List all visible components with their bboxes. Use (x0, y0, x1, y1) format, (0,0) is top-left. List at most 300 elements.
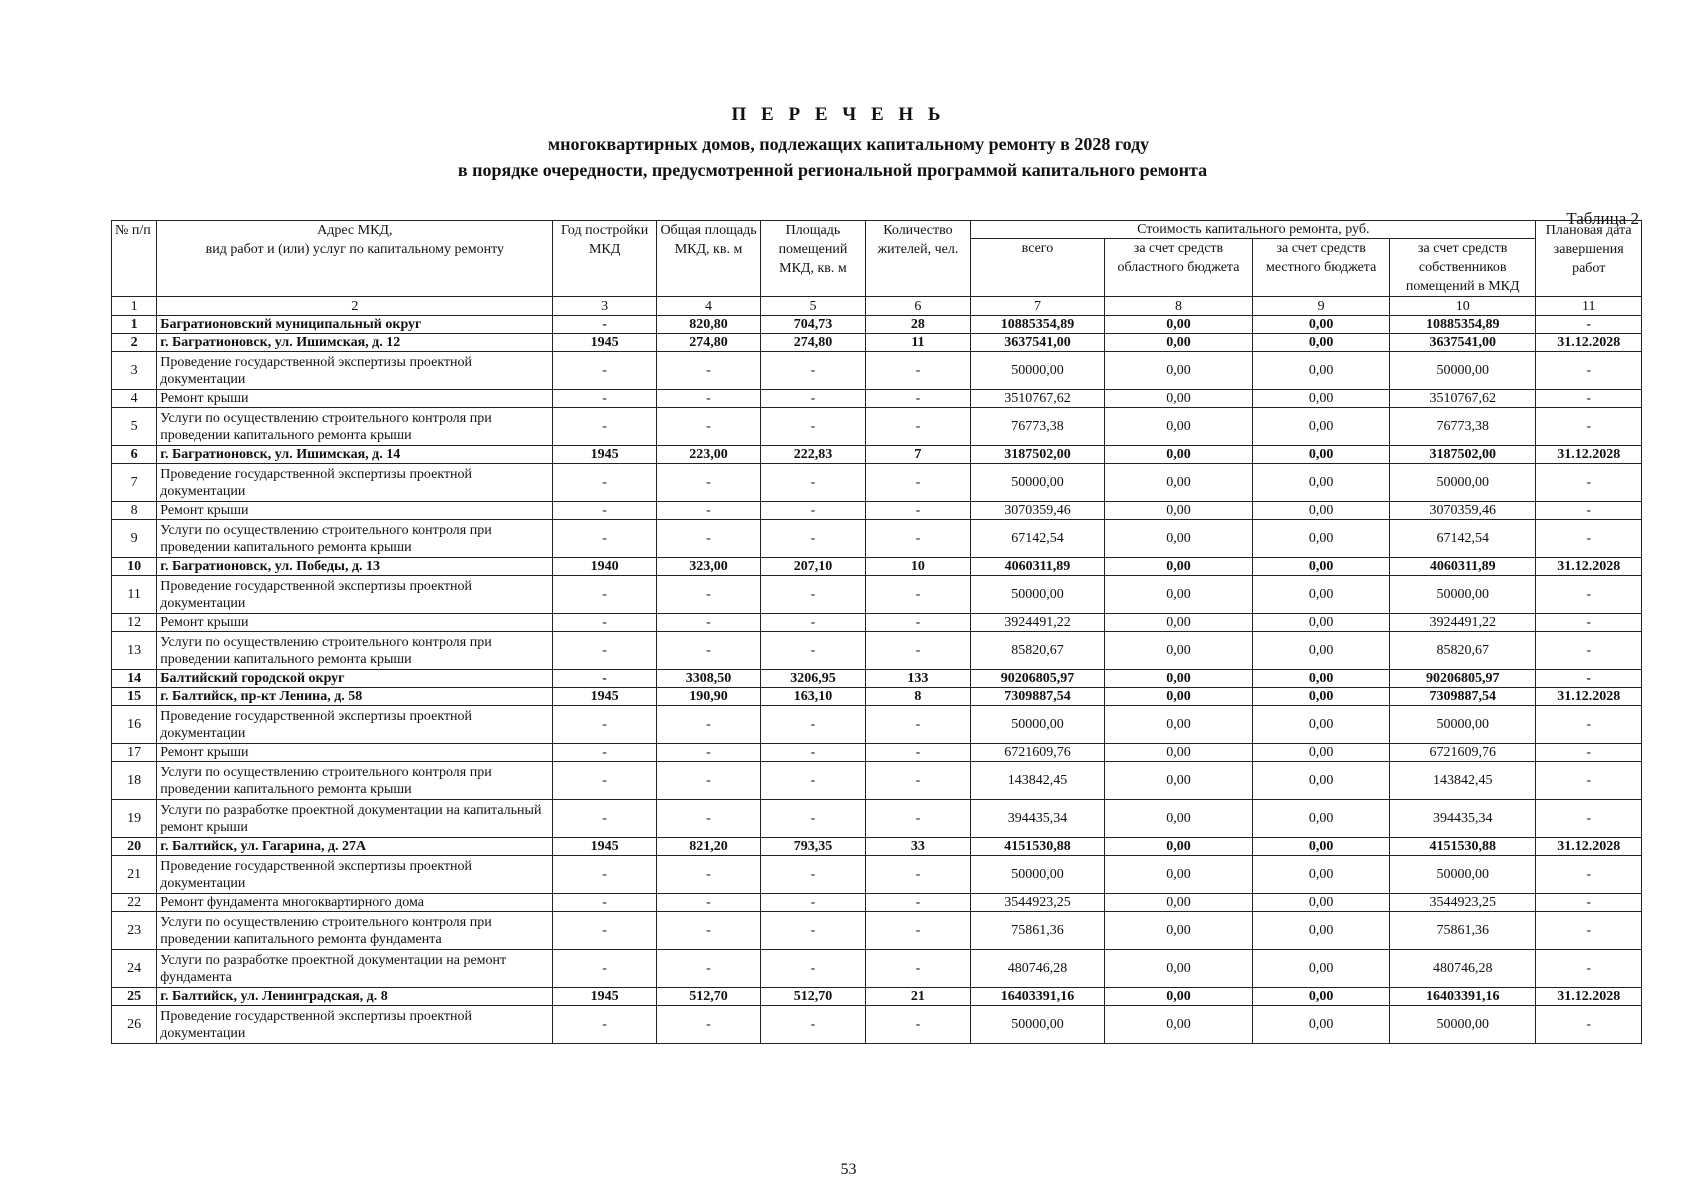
premises-area-cell: - (761, 632, 865, 670)
cost-total-cell: 50000,00 (971, 576, 1105, 614)
cost-owners-cell: 3510767,62 (1390, 390, 1536, 408)
year-cell: 1940 (553, 558, 656, 576)
cost-local-cell: 0,00 (1253, 520, 1390, 558)
cost-total-cell: 50000,00 (971, 464, 1105, 502)
cost-owners-cell: 6721609,76 (1390, 744, 1536, 762)
premises-area-cell: 704,73 (761, 316, 865, 334)
table-row (112, 632, 1642, 670)
repair-list-table (111, 220, 1642, 1044)
address-cell: Ремонт крыши (157, 614, 553, 632)
planned-date-cell: 31.12.2028 (1536, 558, 1642, 576)
document-subtitle-line1: многоквартирных домов, подлежащих капитальному ремонту в 2028 году (547, 134, 1150, 154)
row-number-cell: 7 (112, 464, 157, 502)
planned-date-cell: - (1536, 614, 1642, 632)
total-area-cell: - (656, 912, 760, 950)
cost-total-cell: 85820,67 (971, 632, 1105, 670)
premises-area-cell: 793,35 (761, 838, 865, 856)
address-cell: Услуги по осуществлению строительного контроля при проведении капитального ремонта крыши (157, 408, 553, 446)
total-area-cell: 820,80 (656, 316, 760, 334)
residents-cell: 28 (865, 316, 971, 334)
total-area-cell: - (656, 614, 760, 632)
title-block (0, 104, 1697, 186)
total-area-cell: - (656, 800, 760, 838)
cost-total-cell: 50000,00 (971, 856, 1105, 894)
row-number-cell: 14 (112, 670, 157, 688)
cost-regional-cell: 0,00 (1104, 408, 1253, 446)
cost-owners-cell: 50000,00 (1390, 856, 1536, 894)
table-body (112, 297, 1642, 1044)
premises-area-cell: 3206,95 (761, 670, 865, 688)
residents-cell: - (865, 912, 971, 950)
total-area-cell: - (656, 706, 760, 744)
cost-total-cell: 3544923,25 (971, 894, 1105, 912)
premises-area-cell: 512,70 (761, 988, 865, 1006)
premises-area-cell: - (761, 408, 865, 446)
address-cell: Услуги по разработке проектной документации на капитальный ремонт крыши (157, 800, 553, 838)
column-number-cell: 5 (761, 297, 865, 316)
total-area-cell: - (656, 1006, 760, 1044)
year-cell: 1945 (553, 446, 656, 464)
residents-cell: - (865, 352, 971, 390)
planned-date-cell: - (1536, 1006, 1642, 1044)
cost-regional-cell: 0,00 (1104, 352, 1253, 390)
table-row (112, 464, 1642, 502)
cost-total-cell: 50000,00 (971, 1006, 1105, 1044)
table-row (112, 988, 1642, 1006)
cost-total-cell: 6721609,76 (971, 744, 1105, 762)
address-cell: Услуги по осуществлению строительного контроля при проведении капитального ремонта крыши (157, 762, 553, 800)
row-number-cell: 18 (112, 762, 157, 800)
cost-total-cell: 4060311,89 (971, 558, 1105, 576)
cost-owners-cell: 3637541,00 (1390, 334, 1536, 352)
premises-area-cell: - (761, 614, 865, 632)
planned-date-cell: - (1536, 408, 1642, 446)
cost-regional-cell: 0,00 (1104, 688, 1253, 706)
cost-owners-cell: 16403391,16 (1390, 988, 1536, 1006)
header-address: Адрес МКД, вид работ и (или) услуг по капитальному ремонту (157, 221, 553, 297)
row-number-cell: 6 (112, 446, 157, 464)
cost-total-cell: 480746,28 (971, 950, 1105, 988)
row-number-cell: 2 (112, 334, 157, 352)
year-cell: 1945 (553, 988, 656, 1006)
premises-area-cell: 274,80 (761, 334, 865, 352)
planned-date-cell: - (1536, 744, 1642, 762)
cost-local-cell: 0,00 (1253, 390, 1390, 408)
planned-date-cell: - (1536, 502, 1642, 520)
cost-local-cell: 0,00 (1253, 838, 1390, 856)
premises-area-cell: 222,83 (761, 446, 865, 464)
total-area-cell: 274,80 (656, 334, 760, 352)
total-area-cell: - (656, 576, 760, 614)
cost-owners-cell: 3924491,22 (1390, 614, 1536, 632)
premises-area-cell: - (761, 502, 865, 520)
cost-regional-cell: 0,00 (1104, 390, 1253, 408)
residents-cell: 10 (865, 558, 971, 576)
year-cell: - (553, 352, 656, 390)
row-number-cell: 10 (112, 558, 157, 576)
total-area-cell: - (656, 950, 760, 988)
cost-total-cell: 4151530,88 (971, 838, 1105, 856)
row-number-cell: 21 (112, 856, 157, 894)
table-row (112, 576, 1642, 614)
column-number-row (112, 297, 1642, 316)
table-row (112, 688, 1642, 706)
cost-total-cell: 143842,45 (971, 762, 1105, 800)
address-cell: Проведение государственной экспертизы проектной документации (157, 706, 553, 744)
planned-date-cell: 31.12.2028 (1536, 838, 1642, 856)
cost-local-cell: 0,00 (1253, 670, 1390, 688)
planned-date-cell: - (1536, 950, 1642, 988)
cost-local-cell: 0,00 (1253, 558, 1390, 576)
planned-date-cell: - (1536, 912, 1642, 950)
premises-area-cell: - (761, 576, 865, 614)
year-cell: - (553, 856, 656, 894)
row-number-cell: 8 (112, 502, 157, 520)
total-area-cell: - (656, 408, 760, 446)
table-row (112, 352, 1642, 390)
cost-local-cell: 0,00 (1253, 334, 1390, 352)
year-cell: - (553, 912, 656, 950)
cost-regional-cell: 0,00 (1104, 614, 1253, 632)
planned-date-cell: 31.12.2028 (1536, 988, 1642, 1006)
premises-area-cell: - (761, 894, 865, 912)
row-number-cell: 13 (112, 632, 157, 670)
address-cell: Услуги по разработке проектной документации на ремонт фундамента (157, 950, 553, 988)
cost-local-cell: 0,00 (1253, 800, 1390, 838)
cost-regional-cell: 0,00 (1104, 950, 1253, 988)
cost-regional-cell: 0,00 (1104, 838, 1253, 856)
address-cell: Проведение государственной экспертизы проектной документации (157, 464, 553, 502)
planned-date-cell: - (1536, 856, 1642, 894)
residents-cell: - (865, 520, 971, 558)
cost-local-cell: 0,00 (1253, 988, 1390, 1006)
cost-local-cell: 0,00 (1253, 352, 1390, 390)
document-subtitle-line2: в порядке очередности, предусмотренной региональной программой капитального ремонта (457, 160, 1208, 180)
table-row (112, 894, 1642, 912)
row-number-cell: 1 (112, 316, 157, 334)
planned-date-cell: - (1536, 762, 1642, 800)
table-row (112, 1006, 1642, 1044)
cost-regional-cell: 0,00 (1104, 316, 1253, 334)
planned-date-cell: - (1536, 894, 1642, 912)
cost-regional-cell: 0,00 (1104, 988, 1253, 1006)
cost-regional-cell: 0,00 (1104, 632, 1253, 670)
year-cell: - (553, 670, 656, 688)
year-cell: - (553, 706, 656, 744)
table-row (112, 706, 1642, 744)
cost-regional-cell: 0,00 (1104, 894, 1253, 912)
premises-area-cell: - (761, 352, 865, 390)
cost-regional-cell: 0,00 (1104, 744, 1253, 762)
total-area-cell: - (656, 464, 760, 502)
address-cell: г. Багратионовск, ул. Ишимская, д. 12 (157, 334, 553, 352)
cost-local-cell: 0,00 (1253, 1006, 1390, 1044)
address-cell: Проведение государственной экспертизы проектной документации (157, 576, 553, 614)
cost-owners-cell: 480746,28 (1390, 950, 1536, 988)
header-cost-regional: за счет средств областного бюджета (1104, 239, 1253, 297)
cost-total-cell: 7309887,54 (971, 688, 1105, 706)
year-cell: 1945 (553, 688, 656, 706)
table-row (112, 762, 1642, 800)
table-row (112, 614, 1642, 632)
row-number-cell: 25 (112, 988, 157, 1006)
total-area-cell: - (656, 520, 760, 558)
cost-owners-cell: 50000,00 (1390, 464, 1536, 502)
premises-area-cell: - (761, 912, 865, 950)
total-area-cell: 190,90 (656, 688, 760, 706)
residents-cell: - (865, 744, 971, 762)
cost-regional-cell: 0,00 (1104, 1006, 1253, 1044)
total-area-cell: - (656, 352, 760, 390)
row-number-cell: 9 (112, 520, 157, 558)
cost-owners-cell: 75861,36 (1390, 912, 1536, 950)
premises-area-cell: - (761, 744, 865, 762)
planned-date-cell: - (1536, 352, 1642, 390)
cost-owners-cell: 394435,34 (1390, 800, 1536, 838)
column-number-cell: 8 (1104, 297, 1253, 316)
total-area-cell: - (656, 762, 760, 800)
total-area-cell: - (656, 390, 760, 408)
address-cell: г. Балтийск, ул. Гагарина, д. 27А (157, 838, 553, 856)
year-cell: - (553, 950, 656, 988)
cost-total-cell: 394435,34 (971, 800, 1105, 838)
table-row (112, 856, 1642, 894)
premises-area-cell: - (761, 950, 865, 988)
column-number-cell: 3 (553, 297, 656, 316)
cost-total-cell: 3070359,46 (971, 502, 1105, 520)
cost-local-cell: 0,00 (1253, 316, 1390, 334)
row-number-cell: 17 (112, 744, 157, 762)
header-year: Год постройки МКД (553, 221, 656, 297)
cost-owners-cell: 143842,45 (1390, 762, 1536, 800)
total-area-cell: - (656, 502, 760, 520)
row-number-cell: 5 (112, 408, 157, 446)
table-label: Таблица 2 (1566, 209, 1639, 228)
cost-local-cell: 0,00 (1253, 894, 1390, 912)
premises-area-cell: - (761, 762, 865, 800)
planned-date-cell: - (1536, 800, 1642, 838)
header-total-area: Общая площадь МКД, кв. м (656, 221, 760, 297)
page-number: 53 (840, 1161, 857, 1178)
table-row (112, 912, 1642, 950)
residents-cell: - (865, 706, 971, 744)
row-number-cell: 11 (112, 576, 157, 614)
residents-cell: 7 (865, 446, 971, 464)
cost-total-cell: 50000,00 (971, 706, 1105, 744)
premises-area-cell: - (761, 390, 865, 408)
address-cell: г. Балтийск, пр-кт Ленина, д. 58 (157, 688, 553, 706)
cost-local-cell: 0,00 (1253, 706, 1390, 744)
total-area-cell: 512,70 (656, 988, 760, 1006)
cost-local-cell: 0,00 (1253, 576, 1390, 614)
header-residents: Количество жителей, чел. (865, 221, 971, 297)
total-area-cell: - (656, 632, 760, 670)
residents-cell: 33 (865, 838, 971, 856)
address-cell: Проведение государственной экспертизы проектной документации (157, 352, 553, 390)
column-number-cell: 7 (971, 297, 1105, 316)
table-row (112, 558, 1642, 576)
cost-total-cell: 16403391,16 (971, 988, 1105, 1006)
table-row (112, 950, 1642, 988)
column-number-cell: 6 (865, 297, 971, 316)
premises-area-cell: - (761, 706, 865, 744)
row-number-cell: 22 (112, 894, 157, 912)
cost-owners-cell: 50000,00 (1390, 352, 1536, 390)
residents-cell: - (865, 390, 971, 408)
cost-owners-cell: 90206805,97 (1390, 670, 1536, 688)
cost-total-cell: 67142,54 (971, 520, 1105, 558)
cost-local-cell: 0,00 (1253, 688, 1390, 706)
cost-total-cell: 3924491,22 (971, 614, 1105, 632)
total-area-cell: - (656, 744, 760, 762)
address-cell: г. Багратионовск, ул. Ишимская, д. 14 (157, 446, 553, 464)
table-row (112, 316, 1642, 334)
address-cell: Проведение государственной экспертизы проектной документации (157, 856, 553, 894)
cost-total-cell: 3637541,00 (971, 334, 1105, 352)
year-cell: - (553, 408, 656, 446)
address-cell: Ремонт крыши (157, 502, 553, 520)
planned-date-cell: 31.12.2028 (1536, 688, 1642, 706)
table-row (112, 800, 1642, 838)
premises-area-cell: - (761, 800, 865, 838)
cost-total-cell: 10885354,89 (971, 316, 1105, 334)
cost-regional-cell: 0,00 (1104, 520, 1253, 558)
residents-cell: - (865, 762, 971, 800)
cost-regional-cell: 0,00 (1104, 856, 1253, 894)
residents-cell: 8 (865, 688, 971, 706)
planned-date-cell: 31.12.2028 (1536, 334, 1642, 352)
premises-area-cell: - (761, 1006, 865, 1044)
residents-cell: - (865, 950, 971, 988)
table-row (112, 838, 1642, 856)
cost-regional-cell: 0,00 (1104, 334, 1253, 352)
cost-owners-cell: 50000,00 (1390, 706, 1536, 744)
premises-area-cell: - (761, 464, 865, 502)
address-cell: Услуги по осуществлению строительного контроля при проведении капитального ремонта крыши (157, 520, 553, 558)
year-cell: - (553, 390, 656, 408)
address-cell: г. Балтийск, ул. Ленинградская, д. 8 (157, 988, 553, 1006)
residents-cell: 11 (865, 334, 971, 352)
cost-owners-cell: 50000,00 (1390, 1006, 1536, 1044)
planned-date-cell: 31.12.2028 (1536, 446, 1642, 464)
cost-local-cell: 0,00 (1253, 744, 1390, 762)
row-number-cell: 15 (112, 688, 157, 706)
column-number-cell: 11 (1536, 297, 1642, 316)
residents-cell: - (865, 1006, 971, 1044)
year-cell: - (553, 614, 656, 632)
year-cell: - (553, 632, 656, 670)
total-area-cell: - (656, 856, 760, 894)
residents-cell: 21 (865, 988, 971, 1006)
row-number-cell: 19 (112, 800, 157, 838)
year-cell: - (553, 1006, 656, 1044)
cost-owners-cell: 76773,38 (1390, 408, 1536, 446)
cost-total-cell: 3187502,00 (971, 446, 1105, 464)
address-cell: г. Багратионовск, ул. Победы, д. 13 (157, 558, 553, 576)
row-number-cell: 24 (112, 950, 157, 988)
table-row (112, 408, 1642, 446)
cost-regional-cell: 0,00 (1104, 446, 1253, 464)
residents-cell: - (865, 408, 971, 446)
table-row (112, 390, 1642, 408)
total-area-cell: 3308,50 (656, 670, 760, 688)
header-cost-total: всего (971, 239, 1105, 297)
column-number-cell: 9 (1253, 297, 1390, 316)
header-num: № п/п (112, 221, 157, 297)
cost-local-cell: 0,00 (1253, 446, 1390, 464)
cost-regional-cell: 0,00 (1104, 800, 1253, 838)
address-cell: Ремонт крыши (157, 390, 553, 408)
year-cell: - (553, 800, 656, 838)
cost-total-cell: 50000,00 (971, 352, 1105, 390)
cost-regional-cell: 0,00 (1104, 576, 1253, 614)
residents-cell: - (865, 800, 971, 838)
document-title: П Е Р Е Ч Е Н Ь (731, 104, 946, 125)
cost-owners-cell: 3187502,00 (1390, 446, 1536, 464)
planned-date-cell: - (1536, 576, 1642, 614)
planned-date-cell: - (1536, 464, 1642, 502)
residents-cell: - (865, 856, 971, 894)
cost-local-cell: 0,00 (1253, 856, 1390, 894)
cost-owners-cell: 67142,54 (1390, 520, 1536, 558)
cost-local-cell: 0,00 (1253, 762, 1390, 800)
premises-area-cell: - (761, 856, 865, 894)
cost-local-cell: 0,00 (1253, 502, 1390, 520)
row-number-cell: 23 (112, 912, 157, 950)
residents-cell: - (865, 614, 971, 632)
year-cell: - (553, 762, 656, 800)
row-number-cell: 12 (112, 614, 157, 632)
residents-cell: - (865, 894, 971, 912)
cost-local-cell: 0,00 (1253, 464, 1390, 502)
cost-regional-cell: 0,00 (1104, 912, 1253, 950)
row-number-cell: 3 (112, 352, 157, 390)
cost-owners-cell: 50000,00 (1390, 576, 1536, 614)
table-row (112, 520, 1642, 558)
cost-regional-cell: 0,00 (1104, 706, 1253, 744)
cost-total-cell: 76773,38 (971, 408, 1105, 446)
premises-area-cell: 163,10 (761, 688, 865, 706)
cost-regional-cell: 0,00 (1104, 762, 1253, 800)
planned-date-cell: - (1536, 706, 1642, 744)
column-number-cell: 10 (1390, 297, 1536, 316)
year-cell: 1945 (553, 838, 656, 856)
row-number-cell: 4 (112, 390, 157, 408)
planned-date-cell: - (1536, 520, 1642, 558)
residents-cell: 133 (865, 670, 971, 688)
table-row (112, 334, 1642, 352)
table-row (112, 744, 1642, 762)
cost-local-cell: 0,00 (1253, 632, 1390, 670)
year-cell: - (553, 502, 656, 520)
cost-owners-cell: 7309887,54 (1390, 688, 1536, 706)
table-row (112, 502, 1642, 520)
year-cell: - (553, 576, 656, 614)
row-number-cell: 26 (112, 1006, 157, 1044)
cost-total-cell: 3510767,62 (971, 390, 1105, 408)
address-cell: Проведение государственной экспертизы проектной документации (157, 1006, 553, 1044)
header-cost-group: Стоимость капитального ремонта, руб. (971, 221, 1536, 239)
column-number-cell: 4 (656, 297, 760, 316)
year-cell: - (553, 744, 656, 762)
total-area-cell: - (656, 894, 760, 912)
address-cell: Багратионовский муниципальный округ (157, 316, 553, 334)
row-number-cell: 16 (112, 706, 157, 744)
year-cell: 1945 (553, 334, 656, 352)
column-number-cell: 1 (112, 297, 157, 316)
cost-local-cell: 0,00 (1253, 408, 1390, 446)
cost-local-cell: 0,00 (1253, 614, 1390, 632)
